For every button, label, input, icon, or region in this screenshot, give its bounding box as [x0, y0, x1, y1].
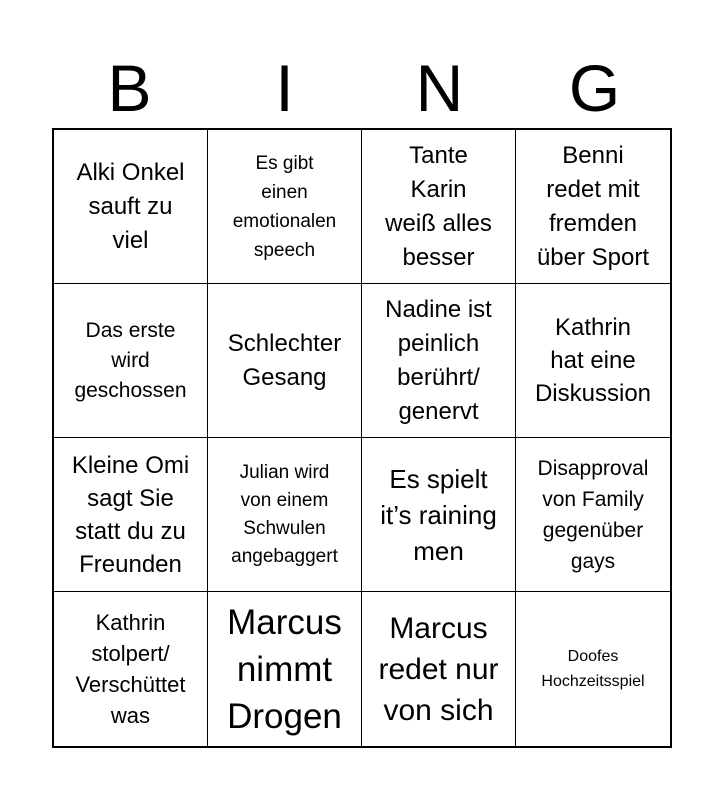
- bingo-cell[interactable]: [516, 284, 670, 438]
- header-letter-n: N: [415, 51, 464, 125]
- bingo-cell[interactable]: [208, 438, 362, 592]
- cell-text: Es spielt it’s raining men: [380, 463, 497, 566]
- header-letter-b: B: [107, 51, 152, 125]
- cell-text: Das erste wird geschossen: [74, 318, 187, 402]
- cell-text: Disapproval von Family gegenüber gays: [537, 456, 649, 573]
- cell-text: Kleine Omi sagt Sie statt du zu Freunden: [71, 451, 190, 578]
- bingo-cell[interactable]: [54, 130, 208, 284]
- bingo-cell[interactable]: [54, 284, 208, 438]
- cell-text: Benni redet mit fremden über Sport: [536, 141, 650, 271]
- bingo-cell[interactable]: [54, 592, 208, 746]
- bingo-grid: [52, 128, 672, 748]
- bingo-cell[interactable]: [362, 284, 516, 438]
- cell-text: Kathrin stolpert/ Verschüttet was: [75, 610, 186, 728]
- bingo-cell[interactable]: [208, 284, 362, 438]
- bingo-cell[interactable]: [516, 592, 670, 746]
- bingo-cell[interactable]: [208, 592, 362, 746]
- cell-text: Schlechter Gesang: [227, 329, 342, 391]
- bingo-cell[interactable]: [362, 592, 516, 746]
- cell-text: Marcus nimmt Drogen: [227, 602, 342, 736]
- bingo-cell[interactable]: [208, 130, 362, 284]
- cell-text: Kathrin hat eine Diskussion: [534, 314, 652, 407]
- bingo-cell[interactable]: [362, 130, 516, 284]
- cell-text: Marcus redet nur von sich: [378, 611, 499, 727]
- cell-text: Alki Onkel sauft zu viel: [76, 158, 185, 254]
- bingo-cell[interactable]: [362, 438, 516, 592]
- bingo-cell[interactable]: [516, 130, 670, 284]
- cell-text: Julian wird von einem Schwulen angebaggert: [231, 461, 338, 567]
- cell-text: Es gibt einen emotionalen speech: [232, 152, 337, 261]
- header-letter-g: G: [568, 51, 621, 125]
- bingo-cell[interactable]: [516, 438, 670, 592]
- bingo-header: [52, 48, 672, 128]
- header-letter-i: I: [275, 51, 294, 125]
- cell-text: Tante Karin weiß alles besser: [385, 141, 492, 271]
- cell-text: Doofes Hochzeitsspiel: [541, 648, 645, 690]
- bingo-cell[interactable]: [54, 438, 208, 592]
- cell-text: Nadine ist peinlich berührt/ genervt: [385, 295, 492, 425]
